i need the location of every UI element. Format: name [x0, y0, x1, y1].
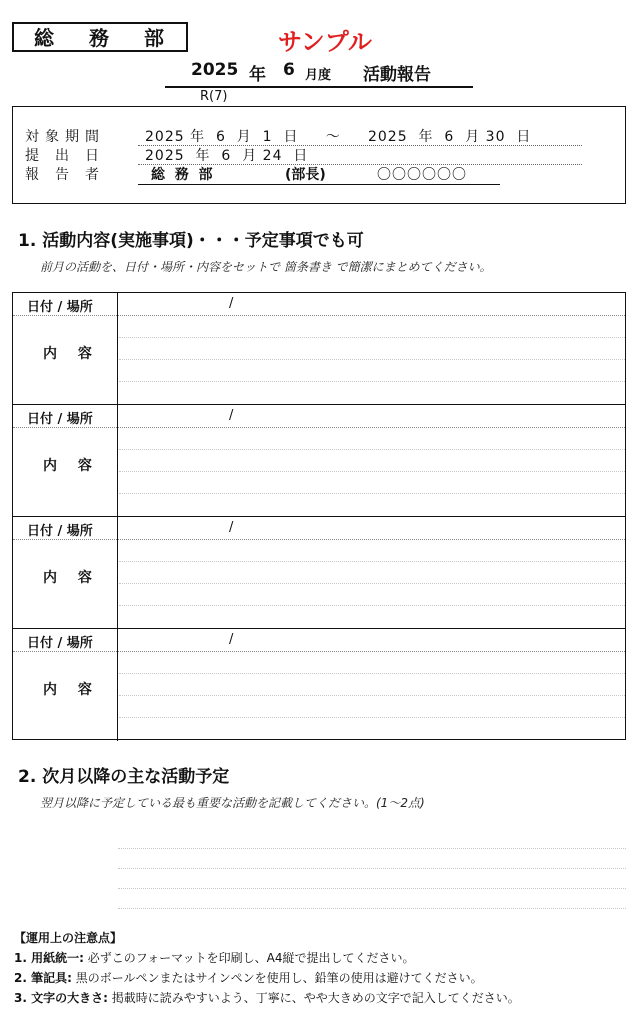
submit-date-label: 提出日 — [25, 148, 115, 164]
date-place-slash: / — [229, 296, 234, 311]
target-period-label: 対象期間 — [25, 129, 105, 145]
date-place-slash: / — [229, 632, 234, 647]
usage-notes — [14, 928, 520, 1008]
activity-block — [13, 629, 625, 741]
department-name: 総 務 部 — [34, 26, 178, 50]
title-month-unit: 月度 — [305, 68, 332, 83]
sample-mark: サンプル — [278, 28, 372, 56]
section2-heading: 2. 次月以降の主な活動予定 — [18, 767, 230, 787]
content-label: 内 容 — [43, 458, 100, 474]
section2-instruction: 翌月以降に予定している最も重要な活動を記載してください。(1～2点) — [40, 796, 425, 810]
target-period-value: 2025 年 6 月 1 日 ～ 2025 年 6 月 30 日 — [145, 129, 532, 145]
reporter-role: (部長) — [285, 167, 326, 183]
date-place-label: 日付 / 場所 — [27, 524, 93, 539]
reporter-label: 報告者 — [25, 167, 115, 183]
date-place-slash: / — [229, 520, 234, 535]
reporter-dept: 総 務 部 — [151, 167, 213, 183]
section1-instruction: 前月の活動を、日付・場所・内容をセットで 箇条書き で簡潔にまとめてください。 — [40, 260, 492, 274]
content-label: 内 容 — [43, 570, 100, 586]
activity-block — [13, 405, 625, 517]
activity-block — [13, 293, 625, 405]
title-year: 2025 — [191, 60, 239, 80]
department-box — [12, 22, 188, 52]
date-place-slash: / — [229, 408, 234, 423]
note-item: 1. 用紙統一: 必ずこのフォーマットを印刷し、A4縦で提出してください。 — [14, 951, 415, 965]
period-box — [12, 106, 626, 204]
note-item: 3. 文字の大きさ: 掲載時に読みやすいよう、丁寧に、やや大きめの文字で記入してください。 — [14, 991, 520, 1005]
title-year-unit: 年 — [249, 65, 266, 85]
date-place-label: 日付 / 場所 — [27, 412, 93, 427]
activity-table — [12, 292, 626, 740]
report-title — [165, 60, 473, 88]
note-item: 2. 筆記具: 黒のボールペンまたはサインペンを使用し、鉛筆の使用は避けてください。 — [14, 971, 483, 985]
content-label: 内 容 — [43, 682, 100, 698]
notes-title: 【運用上の注意点】 — [14, 931, 123, 945]
submit-date-value: 2025 年 6 月 24 日 — [145, 148, 309, 164]
title-name: 活動報告 — [363, 65, 431, 85]
revision-label: R(7) — [200, 89, 228, 104]
content-label: 内 容 — [43, 346, 100, 362]
date-place-label: 日付 / 場所 — [27, 636, 93, 651]
title-month: 6 — [283, 60, 295, 80]
date-place-label: 日付 / 場所 — [27, 300, 93, 315]
activity-block — [13, 517, 625, 629]
reporter-name: 〇〇〇〇〇〇 — [377, 167, 467, 183]
section1-heading: 1. 活動内容(実施事項)・・・予定事項でも可 — [18, 231, 364, 251]
